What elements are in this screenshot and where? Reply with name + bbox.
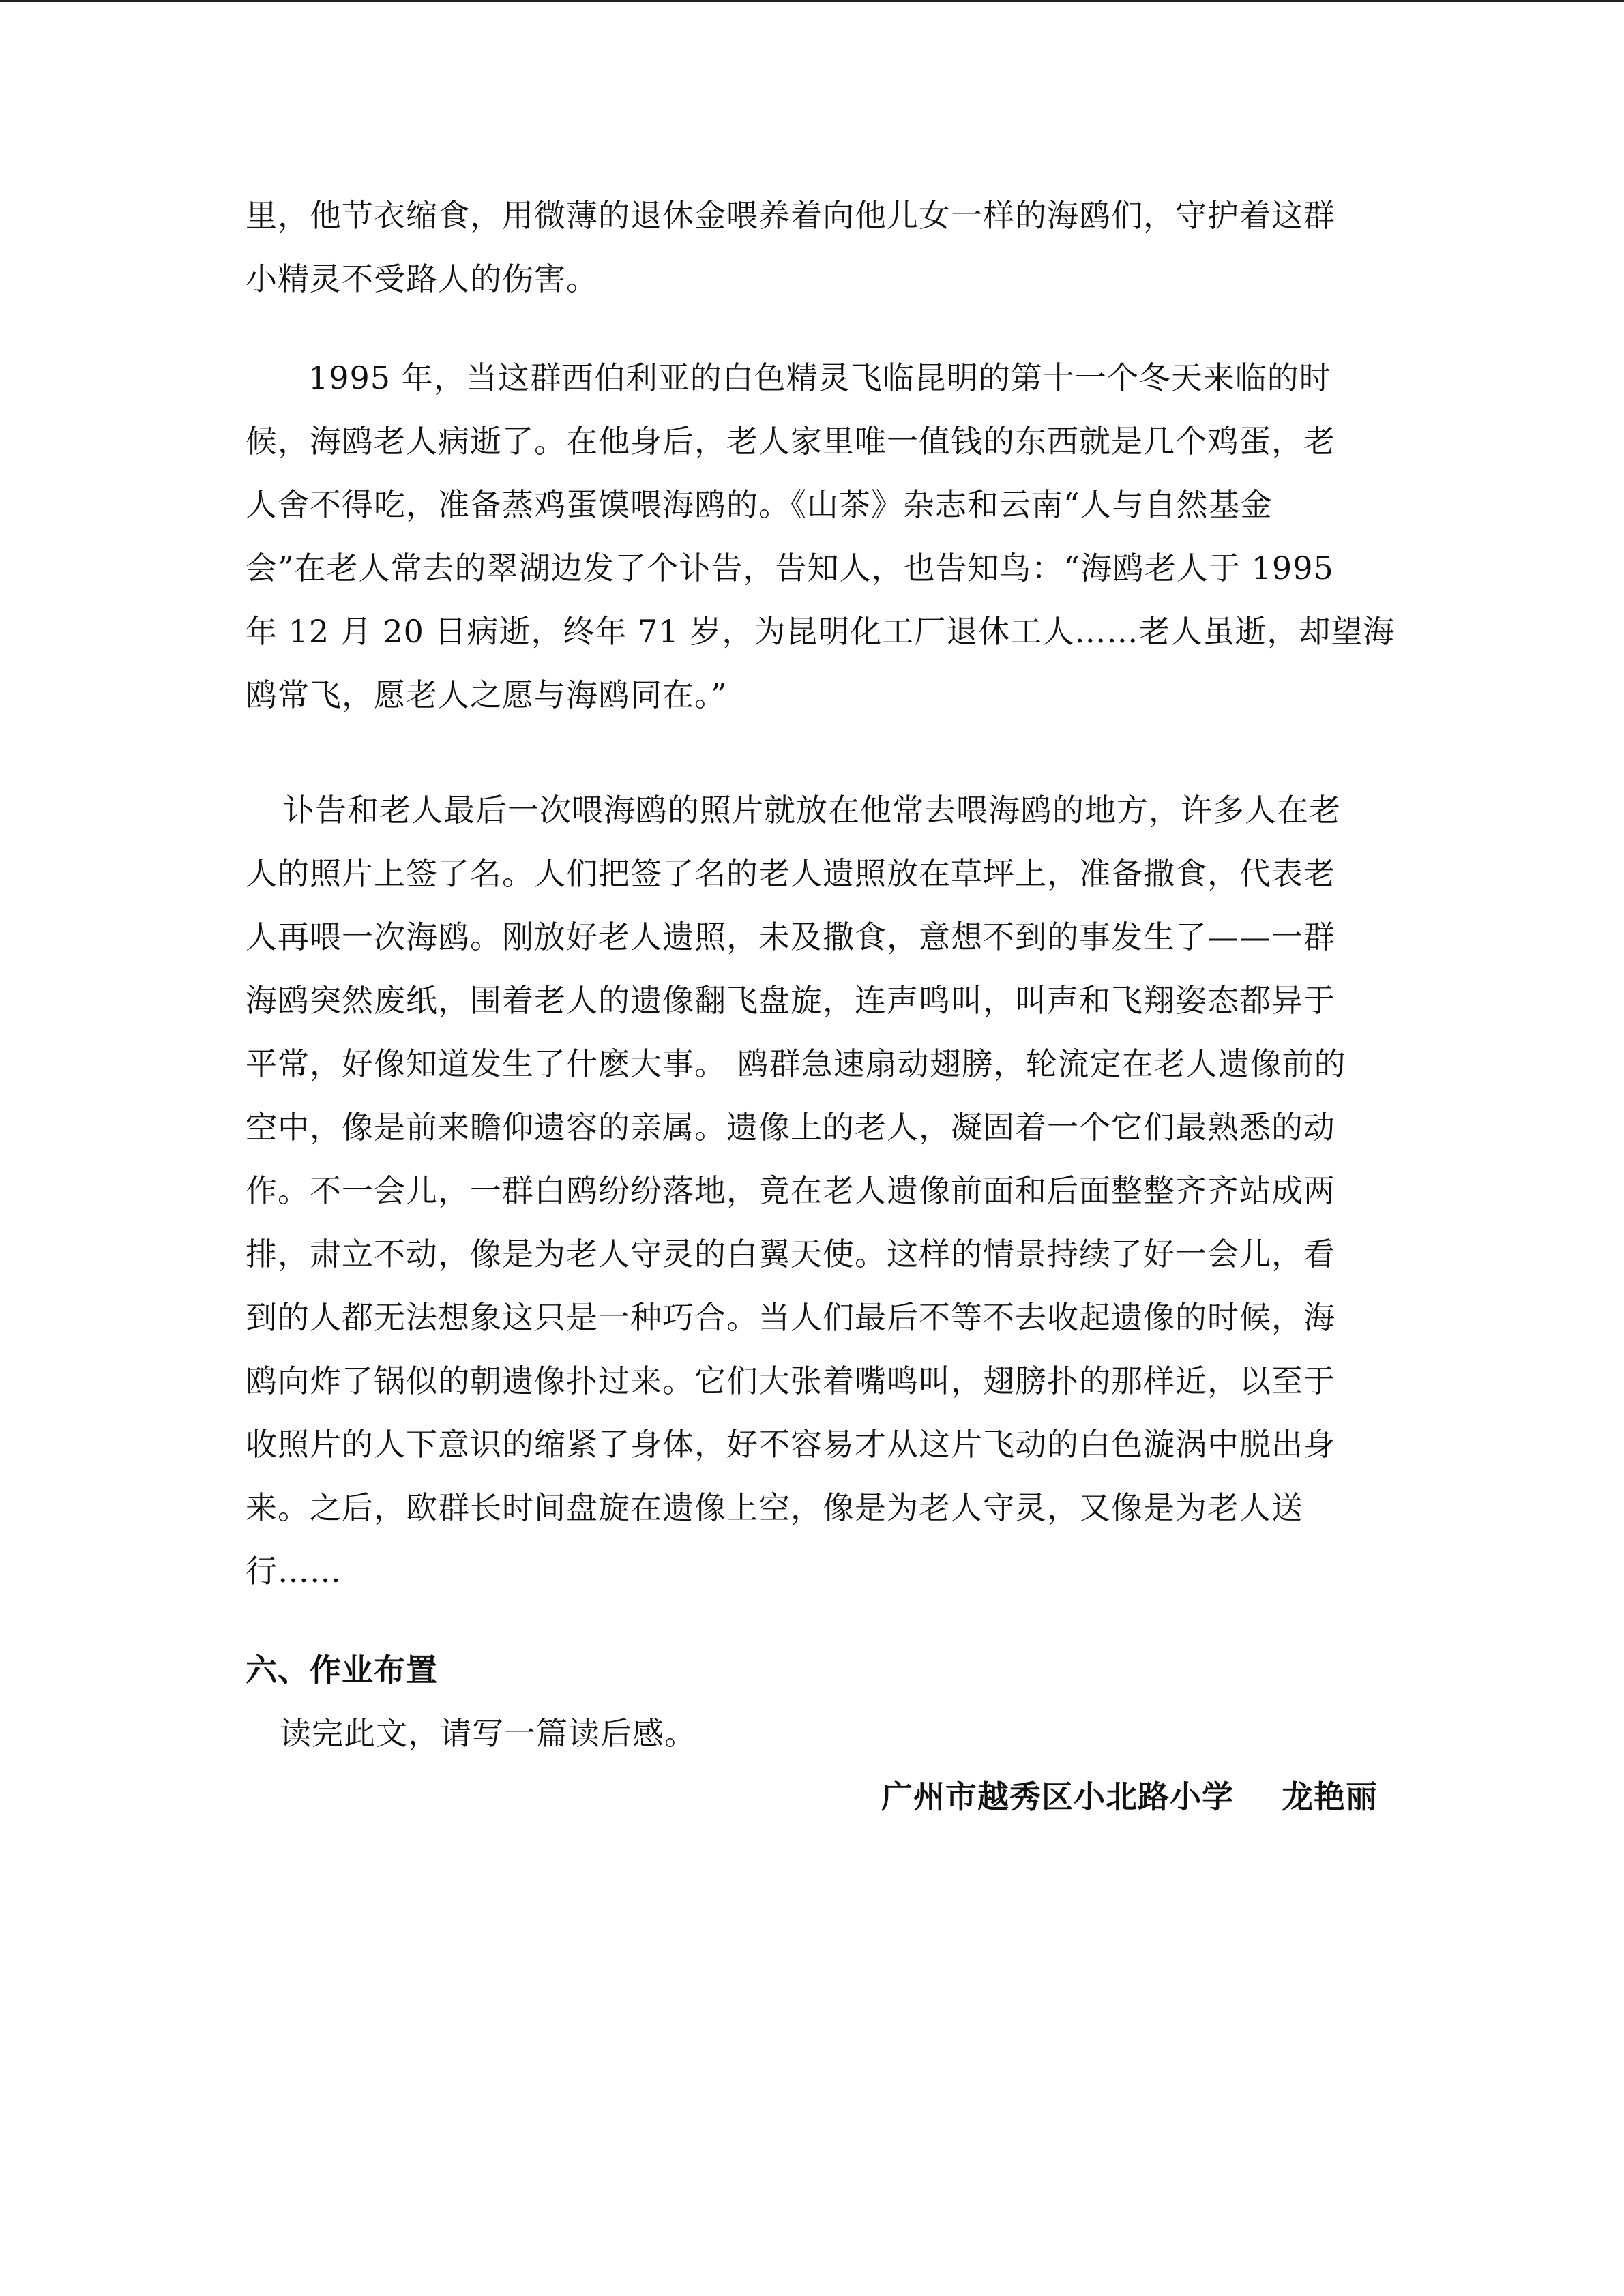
paragraph-3-line: 行……	[246, 1553, 342, 1590]
paragraph-2-line: 会”在老人常去的翠湖边发了个讣告，告知人，也告知鸟：“海鸥老人于 1995	[246, 550, 1334, 586]
signature-school: 广州市越秀区小北路小学	[881, 1778, 1234, 1815]
homework-text: 读完此文，请写一篇读后感。	[280, 1715, 696, 1752]
paragraph-2-line: 1995 年，当这群西伯利亚的白色精灵飞临昆明的第十一个冬天来临的时	[308, 359, 1331, 396]
paragraph-2-line: 年 12 月 20 日病逝，终年 71 岁，为昆明化工厂退休工人……老人虽逝，却望海	[246, 613, 1396, 650]
paragraph-3	[246, 779, 1378, 1603]
paragraph-3-line: 海鸥突然废纸，围着老人的遗像翻飞盘旋，连声鸣叫，叫声和飞翔姿态都异于	[246, 982, 1335, 1019]
paragraph-3-line: 平常，好像知道发生了什麽大事。 鸥群急速扇动翅膀，轮流定在老人遗像前的	[246, 1045, 1346, 1082]
paragraph-3-line: 鸥向炸了锅似的朝遗像扑过来。它们大张着嘴鸣叫，翅膀扑的那样近，以至于	[246, 1362, 1335, 1399]
paragraph-1-line: 小精灵不受路人的伤害。	[246, 260, 598, 297]
paragraph-3-line: 排，肃立不动，像是为老人守灵的白翼天使。这样的情景持续了好一会儿，看	[246, 1236, 1335, 1272]
document-page	[246, 184, 1396, 1829]
paragraph-3-line: 人的照片上签了名。人们把签了名的老人遗照放在草坪上，准备撒食，代表老	[246, 855, 1335, 892]
paragraph-2	[246, 346, 1396, 727]
paragraph-3-line: 作。不一会儿，一群白鸥纷纷落地，竟在老人遗像前面和后面整整齐齐站成两	[246, 1172, 1335, 1209]
paragraph-3-line: 人再喂一次海鸥。刚放好老人遗照，未及撒食，意想不到的事发生了——一群	[246, 919, 1335, 955]
signature	[246, 1765, 1378, 1829]
paragraph-3-line: 来。之后，欧群长时间盘旋在遗像上空，像是为老人守灵，又像是为老人送	[246, 1489, 1303, 1526]
page-top-border	[0, 0, 1624, 2]
paragraph-2-line: 鸥常飞，愿老人之愿与海鸥同在。”	[246, 676, 728, 713]
paragraph-3-line: 空中，像是前来瞻仰遗容的亲属。遗像上的老人，凝固着一个它们最熟悉的动	[246, 1109, 1335, 1146]
paragraph-3-line: 讣告和老人最后一次喂海鸥的照片就放在他常去喂海鸥的地方，许多人在老	[283, 792, 1341, 829]
paragraph-1	[246, 184, 1378, 311]
paragraph-2-line: 人舍不得吃，准备蒸鸡蛋馍喂海鸥的。《山茶》杂志和云南“人与自然基金	[246, 486, 1273, 523]
paragraph-2-line: 候，海鸥老人病逝了。在他身后，老人家里唯一值钱的东西就是几个鸡蛋，老	[246, 423, 1335, 460]
section-heading-homework: 六、作业布置	[246, 1652, 438, 1688]
signature-author: 龙艳丽	[1282, 1778, 1378, 1815]
paragraph-1-line: 里，他节衣缩食，用微薄的退休金喂养着向他儿女一样的海鸥们，守护着这群	[246, 197, 1335, 234]
paragraph-3-line: 到的人都无法想象这只是一种巧合。当人们最后不等不去收起遗像的时候，海	[246, 1299, 1335, 1336]
paragraph-3-line: 收照片的人下意识的缩紧了身体，好不容易才从这片飞动的白色漩涡中脱出身	[246, 1426, 1335, 1463]
